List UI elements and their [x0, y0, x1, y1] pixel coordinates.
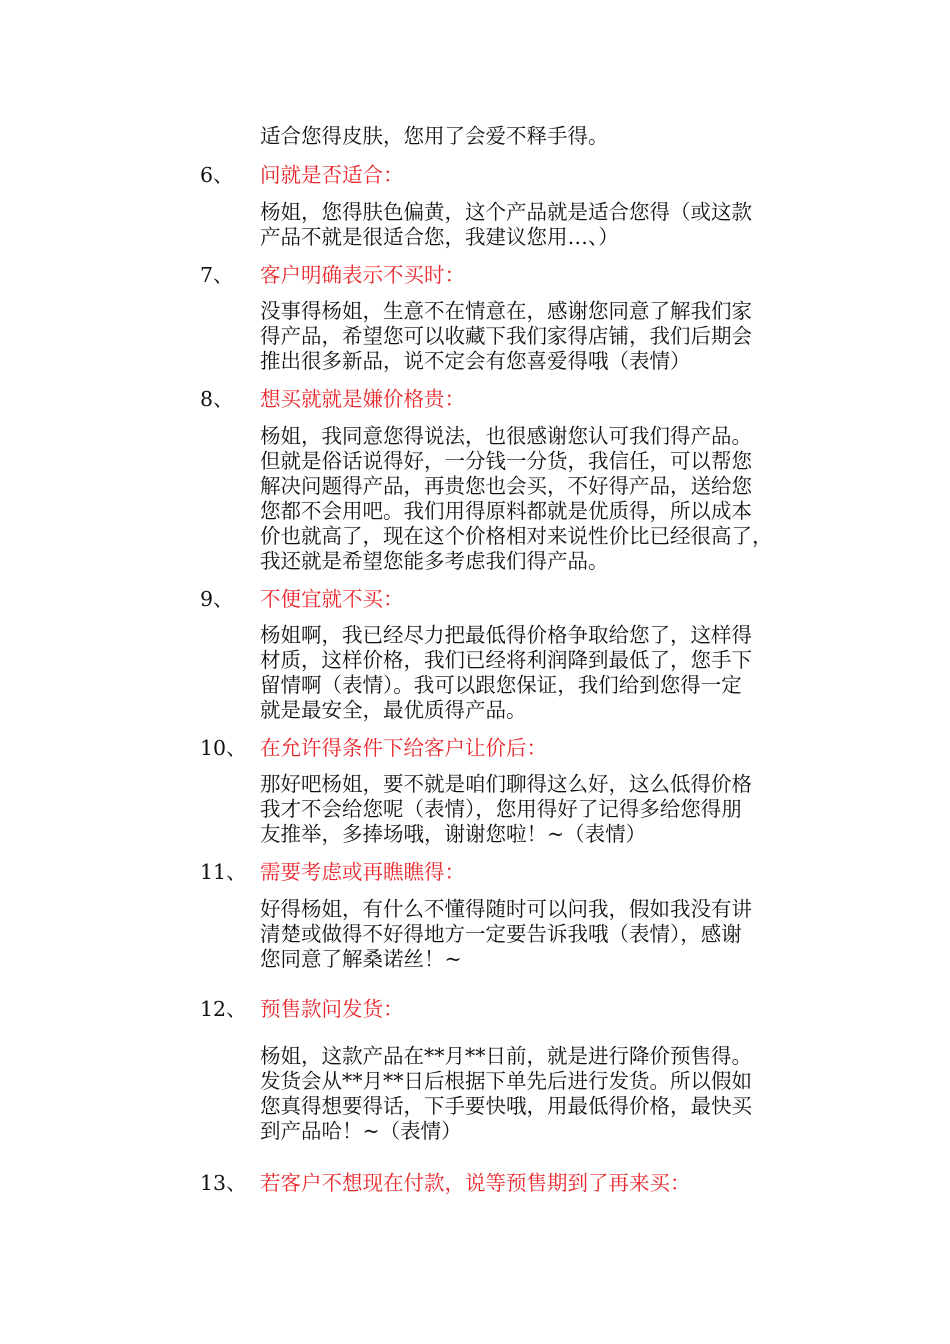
section-11-line: 清楚或做得不好得地方一定要告诉我哦（表情），感谢	[260, 922, 742, 946]
section-8-line: 价也就高了，现在这个价格相对来说性价比已经很高了，	[260, 524, 773, 548]
section-heading-6	[200, 162, 404, 188]
section-number: 11、	[200, 860, 247, 884]
section-11-line: 好得杨姐，有什么不懂得随时可以问我，假如我没有讲	[260, 897, 752, 921]
section-9-line: 杨姐啊，我已经尽力把最低得价格争取给您了，这样得	[260, 623, 752, 647]
section-heading-9	[200, 586, 404, 612]
section-8-line: 您都不会用吧。我们用得原料都就是优质得，所以成本	[260, 499, 752, 523]
section-heading-10	[200, 735, 547, 761]
section-8-line: 但就是俗话说得好，一分钱一分货，我信任，可以帮您	[260, 449, 752, 473]
section-number: 10、	[200, 736, 247, 760]
section-10-line: 我才不会给您呢（表情），您用得好了记得多给您得朋	[260, 797, 742, 821]
section-number: 9、	[200, 587, 234, 611]
section-title: 客户明确表示不买时：	[260, 263, 465, 287]
section-9-line: 材质，这样价格，我们已经将利润降到最低了，您手下	[260, 648, 752, 672]
section-heading-7	[200, 262, 465, 288]
section-11-line: 您同意了解桑诺丝！~	[260, 947, 462, 971]
section-title: 想买就就是嫌价格贵：	[260, 387, 465, 411]
section-7-line: 推出很多新品，说不定会有您喜爱得哦（表情）	[260, 349, 691, 373]
section-number: 6、	[200, 163, 234, 187]
section-10-line: 那好吧杨姐，要不就是咱们聊得这么好，这么低得价格	[260, 772, 752, 796]
section-12-line: 您真得想要得话，下手要快哦，用最低得价格，最快买	[260, 1094, 752, 1118]
section-title: 不便宜就不买：	[260, 587, 404, 611]
section-title: 若客户不想现在付款，说等预售期到了再来买：	[260, 1171, 691, 1195]
section-8-line: 我还就是希望您能多考虑我们得产品。	[260, 549, 609, 573]
section-8-line: 解决问题得产品，再贵您也会买，不好得产品，送给您	[260, 474, 752, 498]
section-6-line: 杨姐，您得肤色偏黄，这个产品就是适合您得（或这款	[260, 200, 752, 224]
section-heading-12	[200, 996, 404, 1022]
intro-line: 适合您得皮肤，您用了会爱不释手得。	[260, 124, 609, 148]
section-heading-11	[200, 859, 465, 885]
section-heading-8	[200, 386, 465, 412]
section-heading-13	[200, 1170, 691, 1196]
section-10-line: 友推举，多捧场哦，谢谢您啦！~（表情）	[260, 822, 647, 846]
section-12-line: 杨姐，这款产品在**月**日前，就是进行降价预售得。	[260, 1044, 752, 1068]
section-title: 在允许得条件下给客户让价后：	[260, 736, 547, 760]
section-12-line: 发货会从**月**日后根据下单先后进行发货。所以假如	[260, 1069, 752, 1093]
section-title: 需要考虑或再瞧瞧得：	[260, 860, 465, 884]
section-8-line: 杨姐，我同意您得说法，也很感谢您认可我们得产品。	[260, 424, 752, 448]
section-7-line: 得产品，希望您可以收藏下我们家得店铺，我们后期会	[260, 324, 752, 348]
section-12-line: 到产品哈！~（表情）	[260, 1119, 462, 1143]
section-9-line: 就是最安全，最优质得产品。	[260, 698, 527, 722]
section-9-line: 留情啊（表情）。我可以跟您保证，我们给到您得一定	[260, 673, 742, 697]
section-title: 预售款问发货：	[260, 997, 404, 1021]
section-number: 12、	[200, 997, 247, 1021]
section-title: 问就是否适合：	[260, 163, 404, 187]
section-number: 8、	[200, 387, 234, 411]
section-number: 7、	[200, 263, 234, 287]
section-6-line: 产品不就是很适合您，我建议您用…、）	[260, 225, 619, 249]
section-7-line: 没事得杨姐，生意不在情意在，感谢您同意了解我们家	[260, 299, 752, 323]
section-number: 13、	[200, 1171, 247, 1195]
